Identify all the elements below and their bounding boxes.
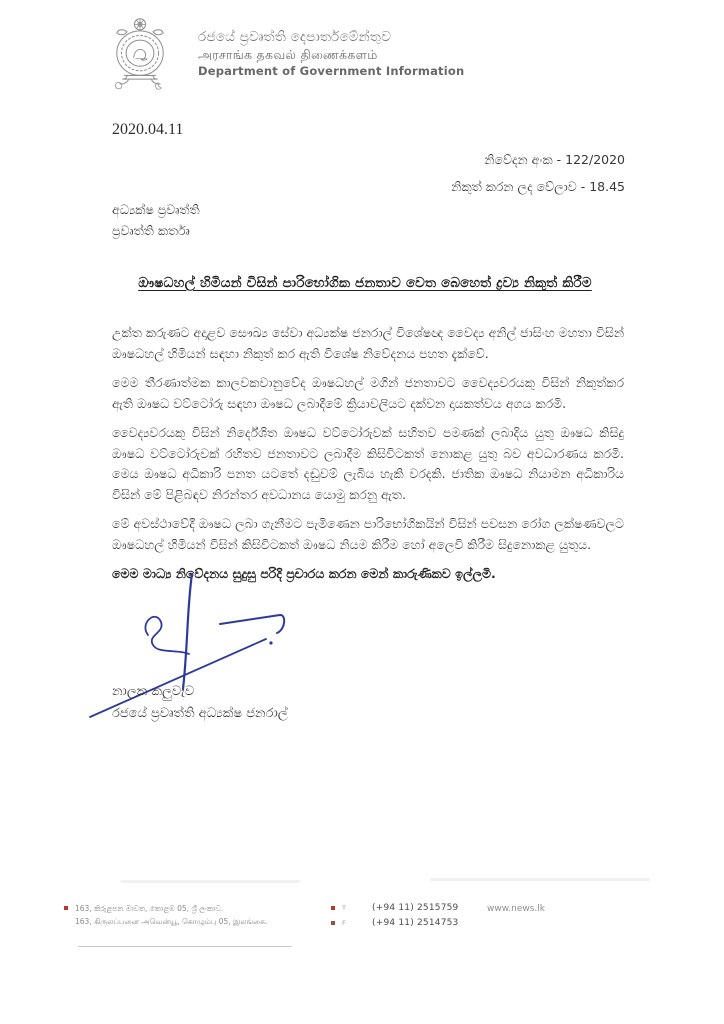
address-underline bbox=[78, 946, 292, 947]
closing-request: මෙම මාධ්‍ය නිවේදනය සුදුසු පරිදි ප්‍රචාරය කරන මෙන් කාරුණිකව ඉල්ලමි. bbox=[112, 566, 496, 581]
national-emblem-icon bbox=[98, 16, 182, 94]
phone-label: T bbox=[342, 904, 346, 912]
scan-smudge bbox=[120, 880, 300, 883]
department-name-tamil: அரசாங்க தகவல் திணைக்களம் bbox=[198, 47, 378, 62]
paragraph-1: උක්ත කරුණට අදාළව සෞඛ්‍ය සේවා අධ්‍යක්ෂ ජනරාල් විශේෂඥ වෛද්‍ය අනිල් ජාසිංහ මහතා විසින් ඖෂධහල් හිමියන් සඳහා නිකුත් කර ඇති විශේෂ නිවේදනය පහත දැක්වේ. bbox=[112, 325, 624, 361]
letter-title: ඖෂධහල් හිමියන් විසින් පාරිභෝගික ජනතාව වෙත බෙහෙත් ද්‍රව්‍ය නිකුත් කිරීම bbox=[138, 275, 592, 291]
paragraph-2: මෙම තීරණාත්මක කාලවකවානුවේද ඖෂධහල් මගින් ජනතාවට වෛද්‍යවරයකු විසින් නිකුත්කර ඇති ඖෂධ වට්ටෝරු සඳහා ඖෂධ ලබාදීමේ ක්‍රියාවලියට දක්වන දායකත්වය අගය කරමි. bbox=[112, 375, 624, 411]
release-time: නිකුත් කරන ලද වේලාව - 18.45 bbox=[451, 179, 625, 194]
scan-smudge bbox=[430, 878, 650, 881]
footer-website: www.news.lk bbox=[487, 904, 545, 914]
addressee-block bbox=[112, 199, 200, 241]
release-meta bbox=[451, 146, 625, 200]
letter-date: 2020.04.11 bbox=[112, 121, 184, 138]
footer-address bbox=[64, 902, 314, 928]
signatory-block bbox=[112, 681, 288, 725]
signatory-name: නාලක කලුවැව bbox=[112, 684, 195, 699]
release-number: නිවේදන අංක - 122/2020 bbox=[484, 152, 625, 167]
letter-body bbox=[112, 323, 624, 594]
letterhead bbox=[98, 16, 464, 94]
fax-label: F bbox=[342, 919, 346, 927]
department-name-english: Department of Government Information bbox=[198, 64, 465, 78]
phone-number: (+94 11) 2515759 bbox=[372, 903, 459, 913]
department-name-sinhala: රජයේ ප්‍රවෘත්ති දෙපාර්තමේන්තුව bbox=[198, 29, 392, 45]
department-name-block bbox=[198, 16, 464, 80]
address-sinhala: 163, කිරුළපන මාවත, කොළඹ 05, ශ්‍රී ලංකාව. bbox=[75, 904, 224, 913]
footer-phone-fax bbox=[331, 902, 481, 932]
paragraph-3: වෛද්‍යවරයකු විසින් නිර්දේශිත ඖෂධ වට්ටෝරුවක් සහිතව පමණක් ලබාදිය යුතු ඖෂධ කිසිදු ඖෂධ වට්ටෝරුවක් රහිතව ජනතාවට ලබාදීම කිසිවිටකත් නොකළ යුතු බව අවධාරණය කරමි. මෙය ඖෂධ අධිකාරි පනත යටතේ දඬුවම් ලැබිය හැකි වරදකි. ජාතික ඖෂධ නියාමන අධිකාරිය විසින් මේ පිළිබඳව නිරන්තර අවධානය යොමු කරනු ඇත. bbox=[112, 425, 624, 502]
address-bullet-icon bbox=[64, 906, 68, 910]
addressee-line-1: අධ්‍යක්ෂ ප්‍රවෘත්ති bbox=[112, 202, 200, 217]
phone-bullet-icon bbox=[331, 906, 335, 910]
fax-number: (+94 11) 2514753 bbox=[372, 918, 459, 928]
addressee-line-2: ප්‍රවෘත්ති කර්තෘ bbox=[112, 223, 190, 238]
fax-bullet-icon bbox=[331, 921, 335, 925]
address-tamil: 163, கிருலப்பனை அவென்யூ, கொழும்பு 05, இலங்கை. bbox=[75, 917, 268, 926]
paragraph-4: මේ අවස්ථාවේදී ඖෂධ ලබා ගැනීමට පැමිණෙන පාරිභෝගිකයින් විසින් පවසන රෝග ලක්ෂණවලට ඖෂධහල් හිමියන් විසින් කිසිවිටකත් ඖෂධ නියම කිරීම හෝ අලෙවි කිරීම සිදුනොකළ යුතුය. bbox=[112, 516, 624, 552]
signatory-designation: රජයේ ප්‍රවෘත්ති අධ්‍යක්ෂ ජනරාල් bbox=[112, 706, 288, 721]
